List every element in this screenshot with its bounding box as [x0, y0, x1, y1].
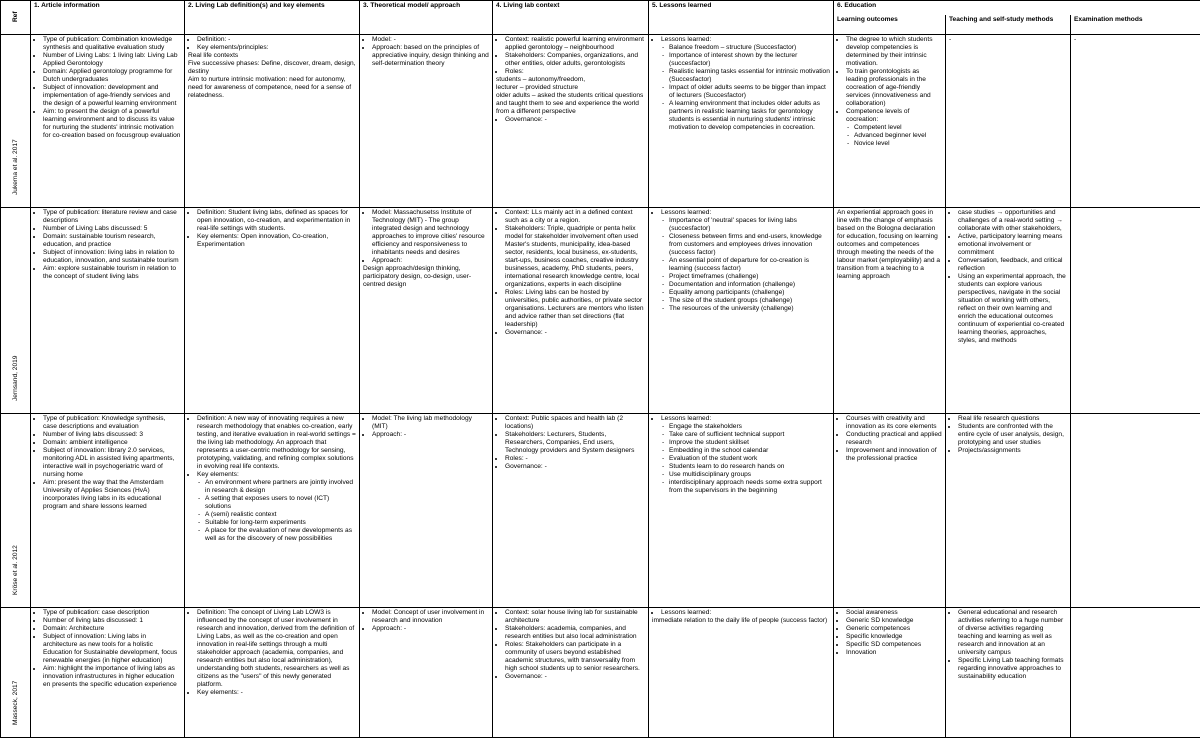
list-item: • Subject of innovation: living labs in relation to education, innovation, and sustainable tourism: [43, 249, 181, 265]
list-item: • Context: realistic powerful learning environment applied gerontology – neighbourhood: [505, 36, 645, 52]
list-item: - Competent level: [854, 124, 942, 132]
list-item: - A learning environment that includes older adults as partners in realistic learning tasks for gerontology students is essential in nurturing students' intrinsic motivation to develop competencies in cocreation.: [669, 100, 830, 132]
list-item: • Stakeholders: Companies, organizations, and other entities, older adults, gerontologists: [505, 52, 645, 68]
teaching-cell: [946, 208, 1071, 414]
list-item: • Governance: -: [505, 329, 645, 337]
list-item: • Aim: present the way that the Amsterdam University of Applies Sciences (HvA) incorporates living labs in its educational program and share lessons learned: [43, 479, 181, 511]
teaching-cell: -: [946, 35, 1071, 208]
list-item: • Using an experimental approach, the students can explore various perspectives, navigate in the social situation of working with others, reflect on their own learning and enrich the educational outcomes continuum of experiential co-created learning theories, approaches, styles, and methods: [958, 273, 1067, 345]
list-item: • Lessons learned: - Balance freedom – structure (Succesfactor) - Importance of interest shown by the lecturer (succesfactor) - Realistic learning tasks essential for intrinsic motivation (Succesfactor) - Impact of older adults seems to be bigger than impact of lecturers (Succesfactor) - A learning environment that includes older adults as partners in realistic learning tasks for gerontology students is essential in nurturing students' intrinsic motivation to develop competencies in cocreation.: [661, 36, 830, 132]
list-item: • Governance: -: [505, 116, 645, 124]
header-living-lab-context: 4. Living lab context: [493, 1, 649, 35]
list-item: • Lessons learned: - Importance of 'neutral' spaces for living labs (succesfactor) - Closeness between firms and end-users, knowledge from customers and employees drives innovation (success factor) - An essential point of departure for co-creation is learning (success factor) - Project timeframes (challenge) - Documentation and information (challenge) - Equality among participants (challenge) - The size of the student groups (challenge) - The resources of the university (challenge): [661, 209, 830, 313]
article-cell: [31, 414, 185, 608]
list-item: - An environment where partners are jointly involved in research & design: [205, 479, 356, 495]
header-teaching-methods: Teaching and self-study methods: [946, 15, 1071, 35]
exam-cell: [1071, 414, 1200, 608]
list-item: • Context: Public spaces and health lab (2 locations): [505, 415, 645, 431]
table-row: [1, 414, 1200, 608]
list-item: - Project timeframes (challenge): [669, 273, 830, 281]
list-item: • Domain: Applied gerontology programme for Dutch undergraduates: [43, 68, 181, 84]
article-cell: [31, 208, 185, 414]
list-item: • Domain: ambient intelligence: [43, 439, 181, 447]
list-item: - Suitable for long-term experiments: [205, 519, 356, 527]
list-item: • Aim: highlight the importance of living labs as innovation infrastructures in higher education en presents the specific education experience: [43, 665, 181, 689]
list-item: • The degree to which students develop competencies is determined by their intrinsic motivation.: [846, 36, 942, 68]
paragraph: Design approach/design thinking, participatory design, co-design, user-centred design: [363, 265, 472, 288]
list-item: • Model: Massachusetss Institute of Technology (MIT) - The group integrated design and technology approaches to improve cities' resource efficiency and responsiveness to inhabitants needs and desires: [372, 209, 489, 257]
list-item: • Specific Living Lab teaching formats regarding innovative approaches to sustainability education: [958, 657, 1067, 681]
outcomes-cell: [834, 414, 946, 608]
article-cell: [31, 35, 185, 208]
list-item: • Projects/assignments: [958, 447, 1067, 455]
context-cell: [493, 414, 649, 608]
list-item: - Documentation and information (challenge): [669, 281, 830, 289]
paragraph: immediate relation to the daily life of people (success factor): [652, 617, 828, 624]
list-item: - Use multidisciplinary groups: [669, 471, 830, 479]
article-cell: [31, 608, 185, 738]
list-item: • Lessons learned:: [661, 609, 830, 617]
list-item: • Model: The living lab methodology (MIT): [372, 415, 489, 431]
list-item: - Take care of sufficient technical support: [669, 431, 830, 439]
list-item: - interdisciplinary approach needs some extra support from the supervisors in the beginning: [669, 479, 830, 495]
list-item: - Closeness between firms and end-users, knowledge from customers and employees drives innovation (success factor): [669, 233, 830, 257]
list-item: - Embedding in the school calendar: [669, 447, 830, 455]
list-item: • Type of publication: Combination knowledge synthesis and qualitative evaluation study: [43, 36, 181, 52]
outcomes-cell: [834, 608, 946, 738]
list-item: • Type of publication: case description: [43, 609, 181, 617]
list-item: • Innovation: [846, 649, 942, 657]
header-ref: Ref: [1, 1, 31, 35]
table-row: [1, 35, 1200, 208]
header-living-lab-definition: 2. Living Lab definition(s) and key elements: [185, 1, 360, 35]
list-item: - Advanced beginner level: [854, 132, 942, 140]
list-item: • General educational and research activities referring to a huge number of diverse activities regarding teaching and learning as well as research and innovation at an university campus: [958, 609, 1067, 657]
list-item: • Courses with creativity and innovation as its core elements: [846, 415, 942, 431]
ref-cell: Jukema et al. 2017: [1, 35, 31, 208]
lessons-cell: [649, 35, 834, 208]
list-item: - Engage the stakeholders: [669, 423, 830, 431]
header-examination-methods: Examination methods: [1071, 15, 1200, 35]
list-item: • Conducting practical and applied research: [846, 431, 942, 447]
list-item: • Roles: -: [505, 455, 645, 463]
list-item: • Domain: sustainable tourism research, education, and practice: [43, 233, 181, 249]
list-item: - Impact of older adults seems to be bigger than impact of lecturers (Succesfactor): [669, 84, 830, 100]
list-item: - Students learn to do research hands on: [669, 463, 830, 471]
outcomes-cell: [834, 35, 946, 208]
list-item: • Definition: -: [197, 36, 356, 44]
list-item: - Equality among participants (challenge): [669, 289, 830, 297]
list-item: - The size of the student groups (challenge): [669, 297, 830, 305]
header-learning-outcomes: Learning outcomes: [834, 15, 946, 35]
list-item: • Number of Living Labs discussed: 5: [43, 225, 181, 233]
list-item: - Realistic learning tasks essential for intrinsic motivation (Succesfactor): [669, 68, 830, 84]
list-item: • Definition: The concept of Living Lab LOW3 is influenced by the concept of user involvement in research and innovation, derived from the definition of Living Labs, as well as the co-creation and open innovation in real-life settings through a multi stakeholder approach (academia, companies, and research entities but also local administration), understanding both students, researchers as well as citizens as the "users" of this newly generated platform.: [197, 609, 356, 689]
definition-cell: [185, 208, 360, 414]
header-article-information: 1. Article information: [31, 1, 185, 35]
lessons-cell: [649, 414, 834, 608]
lessons-cell: [649, 608, 834, 738]
list-item: - Improve the student skillset: [669, 439, 830, 447]
paragraph: Aim to nurture intrinsic motivation: need for autonomy, need for awareness of competence, need for a sense of relatedness.: [188, 76, 352, 99]
list-item: • Specific knowledge: [846, 633, 942, 641]
model-cell: [360, 608, 493, 738]
ref-cell: Kröse et al. 2012: [1, 414, 31, 608]
paragraph: Real life contexts: [188, 52, 239, 59]
list-item: • Aim: to present the design of a powerful learning environment and to discuss its value for nurturing the students' intrinsic motivation for co-creation based on focusgroup evaluation: [43, 108, 181, 140]
list-item: • Governance: -: [505, 463, 645, 471]
definition-cell: [185, 414, 360, 608]
list-item: • Domain: Architecture: [43, 625, 181, 633]
teaching-cell: [946, 608, 1071, 738]
list-item: - The resources of the university (challenge): [669, 305, 830, 313]
list-item: • Key elements: - An environment where partners are jointly involved in research & design - A setting that exposes users to novel (ICT) solutions - A (semi) realistic context - Suitable for long-term experiments - A place for the evaluation of new developments as well as for the discovery of new possibilities: [197, 471, 356, 543]
context-cell: [493, 208, 649, 414]
list-item: • Model: Concept of user involvement in research and innovation: [372, 609, 489, 625]
list-item: • Approach: -: [372, 625, 489, 633]
list-item: - A setting that exposes users to novel (ICT) solutions: [205, 495, 356, 511]
list-item: • Number of living labs discussed: 1: [43, 617, 181, 625]
list-item: • case studies → opportunities and challenges of a real-world setting → collaborate with other stakeholders,: [958, 209, 1067, 233]
list-item: - Novice level: [854, 140, 942, 148]
list-item: - A (semi) realistic context: [205, 511, 356, 519]
outcomes-cell: An experiential approach goes in line with the change of emphasis based on the Bologna declaration for education, focusing on learning outcomes and competences through meeting the needs of the labour market (employability) and a transition from a teaching to a learning approach: [834, 208, 946, 414]
list-item: • Number of Living Labs: 1 living lab: Living Lab Applied Gerontology: [43, 52, 181, 68]
list-item: • Active, participatory learning means emotional involvement or commitment: [958, 233, 1067, 257]
list-item: • Definition: Student living labs, defined as spaces for open innovation, co-creation, and experimentation in real-life settings with students.: [197, 209, 356, 233]
teaching-cell: [946, 414, 1071, 608]
model-cell: [360, 414, 493, 608]
paragraph: students – autonomy/freedom,: [496, 76, 586, 83]
list-item: - Evaluation of the student work: [669, 455, 830, 463]
list-item: • Improvement and innovation of the professional practice: [846, 447, 942, 463]
list-item: • Stakeholders: Triple, quadriple or penta helix model for stakeholder involvement often used Master's students, municipality, idea-based sector, residents, local business, ex-students, start-ups, business coaches, creative industry businesses, academy, PhD students, peers, international research knowledge centre, local organizations, experts in each discipline: [505, 225, 645, 289]
list-item: • Real life research questions: [958, 415, 1067, 423]
model-cell: [360, 35, 493, 208]
list-item: • Subject of innovation: development and implementation of age-friendly services and the design of a powerful learning environment: [43, 84, 181, 108]
list-item: • Generic competences: [846, 625, 942, 633]
list-item: • Approach: -: [372, 431, 489, 439]
list-item: • Roles: Living labs can be hosted by universities, public authorities, or private sector organisations. Lecturers are mentors who listen and advice rather than set directions (flat leadership): [505, 289, 645, 329]
list-item: • Context: solar house living lab for sustainable architecture: [505, 609, 645, 625]
list-item: • Specific SD competences: [846, 641, 942, 649]
list-item: • Subject of innovation: library 2.0 services, monitoring ADL in assisted living apartments, interactive wall in psychogeriatric ward of nursing home: [43, 447, 181, 479]
list-item: • Conversation, feedback, and critical reflection: [958, 257, 1067, 273]
exam-cell: [1071, 208, 1200, 414]
list-item: • Definition: A new way of innovating requires a new research methodology that enables co-creation, early testing, and iterative evaluation in real-world settings = the living lab methodology. An approach that represents a user-centric methodology for sensing, prototyping, validating, and refining complex solutions in evolving real life contexts.: [197, 415, 356, 471]
definition-cell: [185, 35, 360, 208]
lessons-cell: [649, 208, 834, 414]
list-item: • Type of publication: literature review and case descriptions: [43, 209, 181, 225]
list-item: • Number of living labs discussed: 3: [43, 431, 181, 439]
list-item: • To train gerontologists as leading professionals in the cocreation of age-friendly services (innovativeness and collaboration): [846, 68, 942, 108]
table-row: [1, 608, 1200, 738]
list-item: • Type of publication: Knowledge synthesis, case descriptions and evaluation: [43, 415, 181, 431]
header-lessons-learned: 5. Lessons learned: [649, 1, 834, 35]
list-item: • Social awareness: [846, 609, 942, 617]
list-item: • Roles: Stakeholders can participate in a community of users beyond established academic structures, with transversality from high school students up to senior researchers.: [505, 641, 645, 673]
list-item: • Aim: explore sustainable tourism in relation to the concept of student living labs: [43, 265, 181, 281]
list-item: • Lessons learned: - Engage the stakeholders - Take care of sufficient technical support - Improve the student skillset - Embedding in the school calendar - Evaluation of the student work - Students learn to do research hands on - Use multidisciplinary groups - interdisciplinary approach needs some extra support from the supervisors in the beginning: [661, 415, 830, 495]
ref-cell: Jernsand, 2019: [1, 208, 31, 414]
exam-cell: -: [1071, 35, 1200, 208]
list-item: - Balance freedom – structure (Succesfactor): [669, 44, 830, 52]
list-item: • Roles:: [505, 68, 645, 76]
list-item: • Competence levels of cocreation: - Competent level - Advanced beginner level - Novice level: [846, 108, 942, 148]
list-item: - Importance of 'neutral' spaces for living labs (succesfactor): [669, 217, 830, 233]
table-row: [1, 208, 1200, 414]
header-theoretical-model: 3. Theoretical model/ approach: [360, 1, 493, 35]
paragraph: older adults – asked the students critical questions and taught them to see and experience the world from a different perspective: [496, 92, 644, 115]
ref-cell: Masseck, 2017: [1, 608, 31, 738]
list-item: • Key elements: -: [197, 689, 356, 697]
paragraph: Five successive phases: Define, discover, dream, design, destiny: [188, 60, 356, 75]
list-item: • Key elements: Open innovation, Co-creation, Experimentation: [197, 233, 356, 249]
definition-cell: [185, 608, 360, 738]
list-item: • Students are confronted with the entire cycle of user analysis, design, prototyping and user studies: [958, 423, 1067, 447]
context-cell: [493, 608, 649, 738]
header-education: 6. Education: [834, 1, 1200, 15]
list-item: - An essential point of departure for co-creation is learning (success factor): [669, 257, 830, 273]
list-item: • Governance: -: [505, 673, 645, 681]
list-item: • Approach: based on the principles of appreciative inquiry, design thinking and self-determination theory: [372, 44, 489, 68]
list-item: - Importance of interest shown by the lecturer (succesfactor): [669, 52, 830, 68]
list-item: • Context: LLs mainly act in a defined context such as a city or a region.: [505, 209, 645, 225]
paragraph: lecturer – provided structure: [496, 84, 579, 91]
list-item: • Stakeholders: academia, companies, and research entities but also local administration: [505, 625, 645, 641]
model-cell: [360, 208, 493, 414]
list-item: • Stakeholders: Lecturers, Students, Researchers, Companies, End users, Technology providers and System designers: [505, 431, 645, 455]
list-item: • Subject of innovation: Living labs in architecture as new tools for a holistic Education for Sustainable development, focus renewable energies (in higher education): [43, 633, 181, 665]
list-item: • Approach:: [372, 257, 489, 265]
context-cell: [493, 35, 649, 208]
list-item: - A place for the evaluation of new developments as well as for the discovery of new possibilities: [205, 527, 356, 543]
exam-cell: [1071, 608, 1200, 738]
list-item: • Generic SD knowledge: [846, 617, 942, 625]
list-item: • Model: -: [372, 36, 489, 44]
list-item: • Key elements/principles:: [197, 44, 356, 52]
